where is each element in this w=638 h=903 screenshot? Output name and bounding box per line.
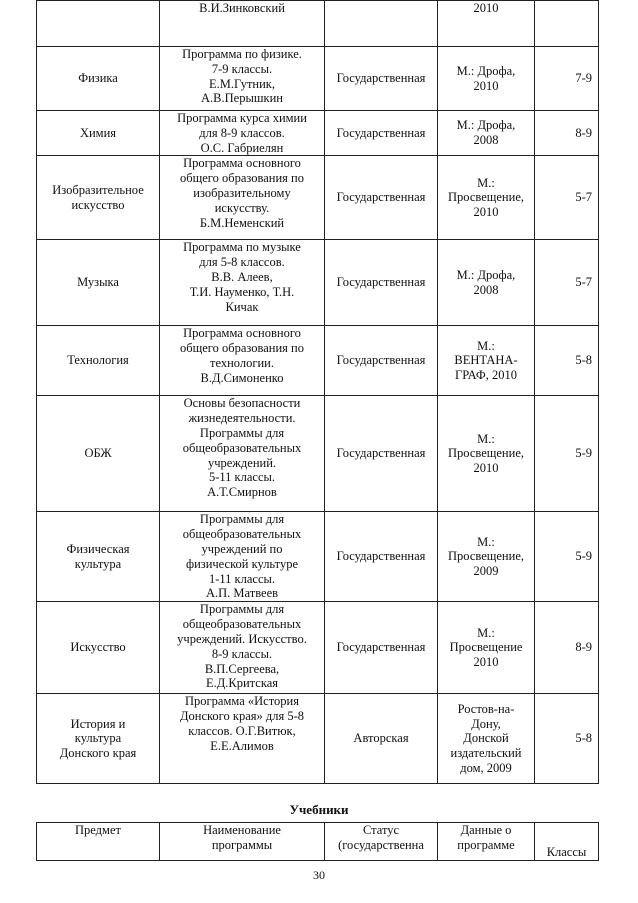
cell-classes: [535, 602, 599, 694]
cell-text: Б.М.Неменский: [199, 215, 285, 230]
table-row: [37, 396, 599, 512]
table-row-continued: [37, 1, 599, 47]
cell-status: [325, 512, 438, 602]
cell-text: (государственна: [338, 837, 424, 852]
cell-text: 8-9: [575, 640, 592, 655]
cell-text: 2010: [473, 78, 499, 93]
cell-text: 5-9: [575, 446, 592, 461]
cell-status: [325, 326, 438, 396]
cell-program: [160, 1, 325, 47]
cell-text: искусство: [71, 197, 125, 212]
cell-text: Кичак: [225, 299, 259, 314]
cell-classes: [535, 694, 599, 784]
cell-text: Программа «История: [185, 694, 299, 709]
cell-status: [325, 240, 438, 326]
cell-text: М.:: [477, 625, 495, 640]
cell-text: изобразительному: [193, 185, 291, 200]
cell-text: 8-9: [575, 125, 592, 140]
cell-text: 7-9 классы.: [211, 61, 273, 76]
header-status: [325, 823, 438, 861]
cell-text: искусству.: [214, 200, 270, 215]
cell-text: Программы для: [199, 425, 285, 440]
cell-text: 5-7: [575, 275, 592, 290]
cell-text: Программа основного: [183, 326, 301, 341]
cell-status: [325, 1, 438, 47]
cell-classes: [535, 47, 599, 111]
section-title: Учебники: [289, 802, 349, 817]
cell-status: [325, 111, 438, 156]
cell-text: 5-8: [575, 353, 592, 368]
cell-text: Наименование: [203, 823, 281, 837]
cell-status: [325, 396, 438, 512]
cell-text: Программы для: [199, 512, 285, 527]
cell-text: Химия: [79, 125, 117, 140]
cell-text: для 8-9 классов.: [199, 125, 285, 140]
cell-text: Государственная: [336, 549, 426, 564]
header-classes: [535, 823, 599, 861]
cell-data: [438, 156, 535, 240]
cell-text: учреждений. Искусство.: [177, 631, 307, 646]
cell-text: 7-9: [575, 71, 592, 86]
cell-status: [325, 694, 438, 784]
table-row: [37, 240, 599, 326]
cell-text: Дону,: [471, 716, 501, 731]
cell-text: М.: Дрофа,: [456, 63, 516, 78]
cell-text: М.: Дрофа,: [456, 268, 516, 283]
cell-text: М.:: [477, 431, 495, 446]
cell-text: ВЕНТАНА-: [454, 353, 518, 368]
cell-subject: [37, 512, 160, 602]
table-row: [37, 47, 599, 111]
cell-subject: [37, 602, 160, 694]
page-number: 30: [313, 868, 325, 882]
cell-text: Государственная: [336, 640, 426, 655]
cell-program: [160, 694, 325, 784]
cell-program: [160, 512, 325, 602]
cell-subject: [37, 240, 160, 326]
cell-text: общего образования по: [180, 341, 304, 356]
cell-program: [160, 156, 325, 240]
cell-data: [438, 396, 535, 512]
cell-data: [438, 326, 535, 396]
cell-subject: [37, 396, 160, 512]
cell-data: [438, 240, 535, 326]
table-row: [37, 694, 599, 784]
cell-text: Государственная: [336, 446, 426, 461]
cell-text: общеобразовательных: [182, 617, 302, 632]
cell-text: для 5-8 классов.: [199, 255, 285, 270]
table-row: [37, 602, 599, 694]
cell-subject: [37, 326, 160, 396]
programs-table-body: [37, 1, 599, 784]
cell-subject: [37, 694, 160, 784]
cell-text: 2008: [473, 282, 499, 297]
cell-text: классов. О.Г.Витюк,: [188, 723, 296, 738]
cell-text: 2008: [473, 133, 499, 148]
cell-text: Технология: [67, 353, 129, 368]
cell-text: Основы безопасности: [183, 396, 301, 411]
cell-program: [160, 602, 325, 694]
cell-text: Программы для: [199, 602, 285, 617]
cell-text: В.П.Сергеева,: [204, 661, 280, 676]
cell-data: [438, 512, 535, 602]
cell-status: [325, 156, 438, 240]
cell-text: М.:: [477, 175, 495, 190]
cell-text: общеобразовательных: [182, 440, 302, 455]
cell-status: [325, 47, 438, 111]
cell-text: Государственная: [336, 275, 426, 290]
cell-program: [160, 111, 325, 156]
cell-text: Программа по музыке: [183, 240, 301, 255]
textbooks-header-row: [37, 823, 599, 861]
cell-subject: [37, 156, 160, 240]
cell-program: [160, 240, 325, 326]
cell-text: Программа по физике.: [182, 47, 302, 61]
cell-text: Статус: [362, 823, 400, 837]
cell-text: 2010: [473, 461, 499, 476]
header-program: [160, 823, 325, 861]
cell-text: Физическая: [66, 542, 130, 557]
cell-text: физической культуре: [185, 556, 299, 571]
cell-data: [438, 111, 535, 156]
cell-text: Государственная: [336, 190, 426, 205]
cell-text: Просвещение,: [448, 549, 524, 564]
cell-subject: [37, 47, 160, 111]
cell-text: Т.И. Науменко, Т.Н.: [189, 284, 295, 299]
cell-text: 2010: [473, 1, 499, 15]
cell-text: дом, 2009: [460, 761, 512, 776]
cell-text: Государственная: [336, 125, 426, 140]
cell-text: Государственная: [336, 353, 426, 368]
cell-text: А.Т.Смирнов: [207, 485, 277, 500]
cell-text: Е.М.Гутник,: [208, 76, 276, 91]
cell-text: ОБЖ: [84, 446, 112, 461]
cell-text: Искусство: [70, 640, 126, 655]
cell-data: [438, 602, 535, 694]
cell-text: 8-9 классы.: [211, 646, 273, 661]
cell-text: технологии.: [210, 355, 274, 370]
cell-subject: [37, 1, 160, 47]
cell-text: учреждений.: [207, 455, 277, 470]
table-row: [37, 326, 599, 396]
cell-text: А.П. Матвеев: [205, 586, 279, 601]
cell-text: Просвещение: [449, 640, 523, 655]
cell-text: Государственная: [336, 71, 426, 86]
cell-program: [160, 396, 325, 512]
cell-text: Данные о: [460, 823, 512, 837]
cell-classes: [535, 326, 599, 396]
cell-text: Донской: [463, 731, 509, 746]
cell-text: жизнедеятельности.: [188, 411, 296, 426]
cell-text: 5-7: [575, 190, 592, 205]
cell-program: [160, 326, 325, 396]
cell-text: Изобразительное: [52, 183, 144, 198]
cell-text: Просвещение,: [448, 446, 524, 461]
cell-classes: [535, 512, 599, 602]
cell-status: [325, 602, 438, 694]
cell-text: 1-11 классы.: [208, 571, 276, 586]
cell-text: 2010: [473, 655, 499, 670]
cell-classes: [535, 156, 599, 240]
cell-text: издательский: [450, 746, 522, 761]
cell-text: А.В.Перышкин: [201, 91, 283, 106]
cell-text: М.:: [477, 534, 495, 549]
cell-text: 2009: [473, 564, 499, 579]
cell-text: Авторская: [353, 731, 409, 746]
cell-text: О.С. Габриелян: [200, 140, 284, 155]
cell-text: 5-8: [575, 731, 592, 746]
cell-text: М.: Дрофа,: [456, 118, 516, 133]
table-row: [37, 512, 599, 602]
cell-classes: [535, 240, 599, 326]
textbooks-table: [36, 822, 599, 861]
cell-data: [438, 694, 535, 784]
header-data: [438, 823, 535, 861]
cell-text: Физика: [78, 71, 118, 86]
cell-text: программе: [457, 837, 515, 852]
cell-text: Программа курса химии: [177, 111, 307, 125]
header-subject: [37, 823, 160, 861]
cell-text: ГРАФ, 2010: [455, 368, 517, 383]
cell-text: Ростов-на-: [457, 701, 515, 716]
cell-data: [438, 47, 535, 111]
cell-classes: [535, 1, 599, 47]
cell-text: учреждений по: [201, 541, 283, 556]
cell-text: 5-9: [575, 549, 592, 564]
table-row: [37, 111, 599, 156]
cell-text: Донского края» для 5-8: [179, 709, 305, 724]
cell-text: Музыка: [77, 275, 119, 290]
cell-text: культура: [74, 731, 122, 746]
cell-text: М.:: [477, 338, 495, 353]
cell-text: Просвещение,: [448, 190, 524, 205]
cell-text: Классы: [546, 845, 587, 860]
cell-text: В.В. Алеев,: [211, 269, 273, 284]
cell-text: Программа основного: [183, 156, 301, 171]
cell-text: Донского края: [59, 746, 137, 761]
cell-text: культура: [74, 556, 122, 571]
cell-text: общеобразовательных: [182, 527, 302, 542]
cell-text: программы: [211, 837, 273, 852]
cell-text: Предмет: [75, 823, 121, 837]
cell-text: 2010: [473, 205, 499, 220]
cell-subject: [37, 111, 160, 156]
cell-text: 5-11 классы.: [208, 470, 276, 485]
table-row: [37, 156, 599, 240]
cell-text: В.Д.Симоненко: [200, 370, 284, 385]
programs-table: [36, 0, 599, 784]
cell-text: общего образования по: [180, 171, 304, 186]
cell-data: [438, 1, 535, 47]
cell-program: [160, 47, 325, 111]
cell-text: Е.Е.Алимов: [210, 738, 274, 753]
cell-classes: [535, 396, 599, 512]
cell-text: История и: [70, 716, 126, 731]
cell-classes: [535, 111, 599, 156]
cell-text: Е.Д.Критская: [205, 676, 279, 691]
cell-text: В.И.Зинковский: [199, 1, 285, 15]
